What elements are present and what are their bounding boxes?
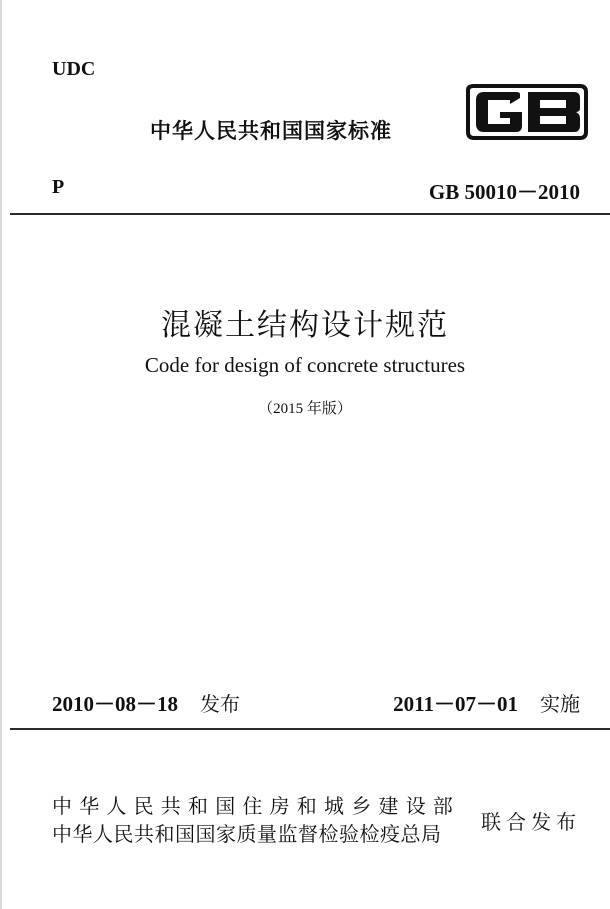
page-edge [0, 0, 2, 909]
issue-date-block [52, 688, 240, 718]
issue-date: 2010－08－18 [52, 692, 178, 716]
implement-label: 实施 [540, 692, 580, 716]
joint-publish-label: 联合发布 [481, 810, 581, 834]
standard-number: GB 50010－2010 [428, 180, 580, 204]
title-chinese: 混凝土结构设计规范 [161, 309, 449, 342]
gb-logo-icon [466, 84, 588, 140]
edition-label: （2015 年版） [258, 401, 352, 417]
standard-type: 中华人民共和国国家标准 [150, 119, 392, 143]
top-divider [10, 213, 610, 215]
issue-label: 发布 [200, 692, 240, 716]
udc-label: UDC [52, 58, 96, 80]
title-english: Code for design of concrete structures [144, 353, 466, 377]
publisher-line-1: 中华人民共和国住房和城乡建设部 [52, 794, 460, 818]
implement-date-block [393, 688, 580, 718]
publisher-line-2: 中华人民共和国国家质量监督检验检疫总局 [52, 822, 442, 846]
bottom-divider [10, 728, 610, 730]
implement-date: 2011－07－01 [393, 692, 518, 716]
classification-code: P [52, 176, 65, 198]
